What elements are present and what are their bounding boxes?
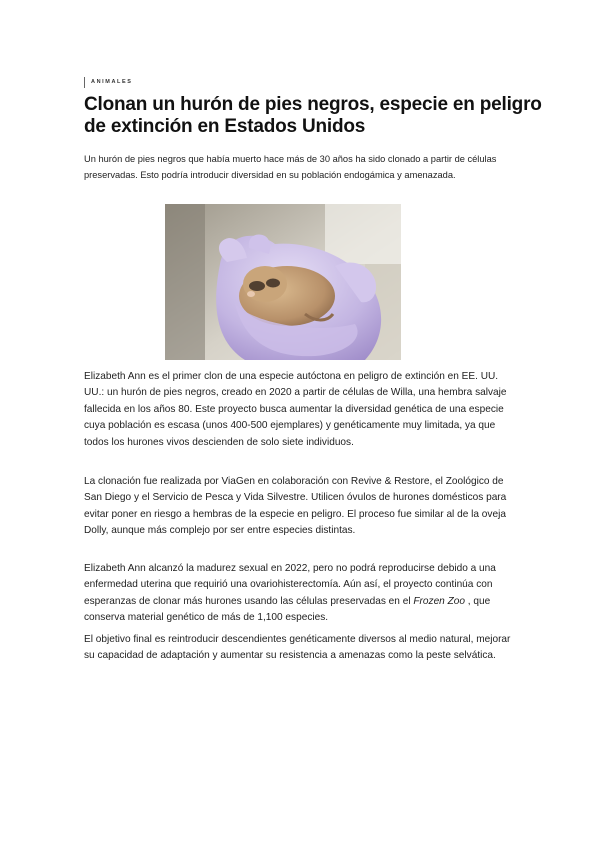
article-lead: Un hurón de pies negros que había muerto hace más de 30 años ha sido clonado a partir de células preservadas. Esto podría introducir diversidad en su población endogámica y amenazada. bbox=[84, 154, 497, 180]
article-paragraph: Elizabeth Ann es el primer clon de una especie autóctona en peligro de extinción en EE. UU. UU.: un hurón de pies negros, creado en 2020 a partir de células de Willa, una hembra salvaje fallecida en los años 80. Este proyecto busca aumentar la diversidad genética de una especie cuya población es escasa (unos 400-500 ejemplares) y genéticamente muy limitada, ya que todos los hurones vivos descienden de solo siete individuos. bbox=[84, 371, 507, 448]
section-tag bbox=[84, 76, 133, 88]
article-paragraph bbox=[84, 561, 516, 627]
paragraph-text: Elizabeth Ann alcanzó la madurez sexual en 2022, pero no podrá reproducirse debido a una enfermedad uterina que requirió una ovariohisterectomía. Aún así, el proyecto continúa con esperanzas de clonar más hurones usando las células preservadas en el bbox=[84, 563, 496, 607]
section-label: ANIMALES bbox=[91, 79, 133, 85]
section-divider bbox=[84, 77, 85, 88]
article-title: Clonan un hurón de pies negros, especie en peligro de extinción en Estados Unidos bbox=[84, 94, 542, 137]
ferret-illustration bbox=[165, 204, 401, 360]
ferret-photo bbox=[165, 204, 401, 360]
article-paragraph: El objetivo final es reintroducir descendientes genéticamente diversos al medio natural, mejorar su capacidad de adaptación y aumentar su resistencia a amenazas como la peste selvática. bbox=[84, 634, 511, 662]
paragraph-text: , que conserva material genético de más de 1,100 especies. bbox=[84, 595, 491, 624]
article-paragraph: La clonación fue realizada por ViaGen en colaboración con Revive & Restore, el Zoológico de San Diego y el Servicio de Pesca y Vida Silvestre. Utilicen óvulos de hurones domésticos para evitar poner en riesgo a hembras de la especie en peligro. El proceso fue similar al de la oveja Dolly, aunque más complejo por ser entre especies distintas. bbox=[84, 476, 507, 537]
frozen-zoo-emphasis: Frozen Zoo bbox=[413, 595, 465, 607]
